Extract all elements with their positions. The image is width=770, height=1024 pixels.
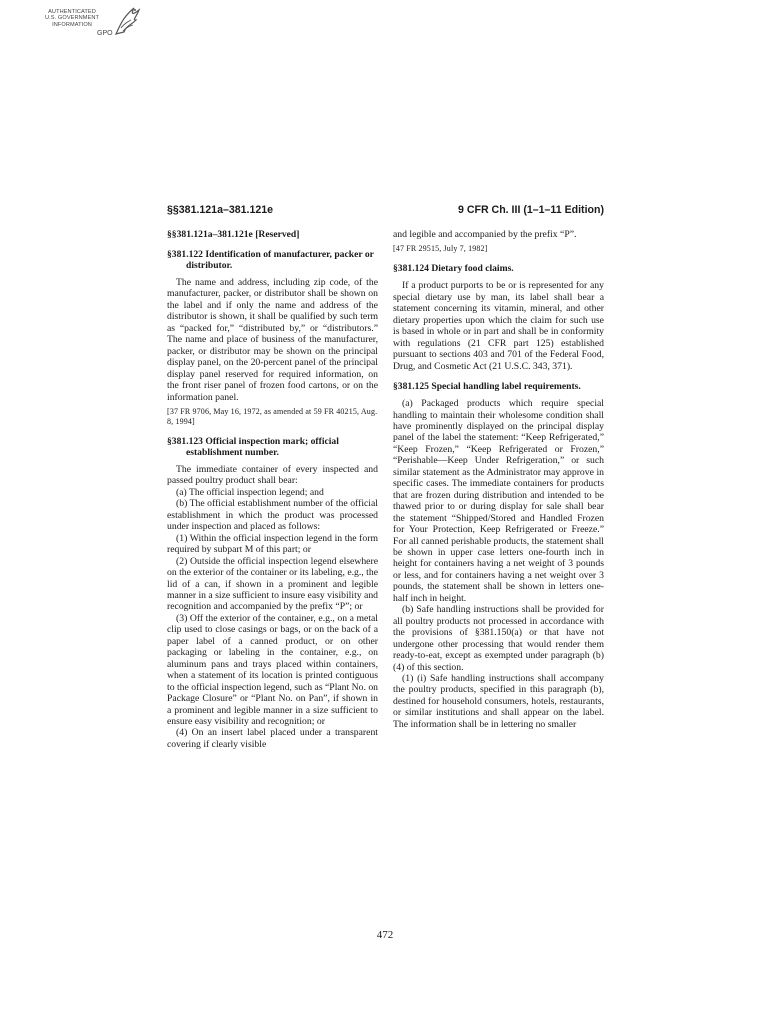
citation-381-123: [47 FR 29515, July 7, 1982] <box>393 244 488 254</box>
page-number: 472 <box>376 929 394 941</box>
seal-line-1: AUTHENTICATED <box>48 9 96 15</box>
running-head-section: §§381.121a–381.121e <box>167 204 274 216</box>
paragraph-381-123-b4-continued: and legible and accompanied by the prefix “P”. <box>393 229 577 240</box>
paragraph-381-123-b4: (4) On an insert label placed under a transparent covering if clearly visible <box>167 727 378 750</box>
seal-text <box>28 9 116 28</box>
section-heading-381-122: §381.122 Identification of manufacturer, packer or distributor. <box>167 249 374 271</box>
section-heading-381-125: §381.125 Special handling label requirements. <box>393 381 581 393</box>
section-heading-381-123: §381.123 Official inspection mark; official establishment number. <box>167 435 339 458</box>
running-head <box>167 204 604 218</box>
eagle-icon <box>112 4 142 38</box>
paragraph-381-123-b: (b) The official establishment number of the official establishment in which the product was processed under inspection and placed as follows: <box>167 498 378 533</box>
paragraph-381-123-b3: (3) Off the exterior of the container, e.g., on a metal clip used to close casings or bags, or on the back of a paper label of a canned product, or on other packaging or labeling in the container, e.g., on aluminum pans and trays placed within containers, when a statement of its location is printed contiguous to the official inspection legend, such as “Plant No. on Package Closure” or “Plant No. on Pan”, if shown in a prominent and legible manner in a size sufficient to ensure easy visibility and recognition; or <box>167 612 379 727</box>
section-text-381-122: The name and address, including zip code, of the manufacturer, packer, or distributor shall be shown on the label and if only the name and address of the distributor is shown, it shall be qualified by such term as “packed for,” “distributed by,” or “distributors.” The name and place of business of the manufacturer, packer, or distributor may be shown on the principal display panel, on the 20-percent panel of the principal display panel reserved for required information, on the front riser panel of frozen food cartons, or on the information panel. <box>167 277 378 403</box>
running-head-title: 9 CFR Ch. III (1–1–11 Edition) <box>458 204 604 216</box>
paragraph-381-125-b1i: (1) (i) Safe handling instructions shall accompany the poultry products, specified in this paragraph (b), destined for household consumers, hotels, restaurants, or similar institutions and shall appear on the label. The information shall be in lettering no smaller <box>393 672 604 730</box>
seal-line-2: U.S. GOVERNMENT <box>44 15 100 22</box>
section-heading-381-121a: §§381.121a–381.121e [Reserved] <box>167 229 300 240</box>
paragraph-381-123-b1: (1) Within the official inspection legend in the form required by subpart M of this part; or <box>167 532 378 556</box>
citation-381-122: [37 FR 9706, May 16, 1972, as amended at 59 FR 40215, Aug. 8, 1994] <box>167 406 378 426</box>
paragraph-381-123-b2: (2) Outside the official inspection legend elsewhere on the exterior of the container or its labeling, e.g., the lid of a can, if shown in a prominent and legible manner in a size sufficient to insure easy visibility and recognition and accompanied by the prefix “P”; or <box>167 555 379 613</box>
paragraph-381-125-a: (a) Packaged products which require special handling to maintain their wholesome condition shall have prominently displayed on the principal display panel of the label the statement: “Keep Refrigerated,” “Keep Frozen,” “Keep Refrigerated or Frozen,” “Perishable—Keep Under Refrigeration,” or such similar statement as the Administrator may approve in specific cases. The immediate containers for products that are frozen during distribution and intended to be thawed prior to or during display for sale shall bear the statement “Shipped/Stored and Handled Frozen for Your Protection, Keep Refrigerated or Freeze.” For all canned perishable products, the statement shall be shown in upper case letters one-fourth inch in height for containers having a net weight of 3 pounds or less, and for containers having a net weight over 3 pounds, the statement shall be shown in letters one-half inch in height. <box>393 398 604 604</box>
section-heading-381-124: §381.124 Dietary food claims. <box>393 263 514 275</box>
right-column <box>393 229 604 730</box>
paragraph-381-123-intro: The immediate container of every inspected and passed poultry product shall bear: <box>167 463 378 487</box>
seal-gpo-mark: GPO <box>97 30 113 37</box>
paragraph-381-123-a: (a) The official inspection legend; and <box>176 486 324 498</box>
gpo-authentication-seal <box>28 4 144 50</box>
section-text-381-124: If a product purports to be or is represented for any special dietary use by man, its label shall bear a statement concerning its vitamin, mineral, and other dietary properties upon which the claim for such use is based in whole or in part and shall be in conformity with regulations (21 CFR part 125) established pursuant to sections 403 and 701 of the Federal Food, Drug, and Cosmetic Act (21 U.S.C. 343, 371). <box>393 280 604 372</box>
seal-line-3: INFORMATION <box>52 21 92 28</box>
left-column <box>167 229 378 750</box>
paragraph-381-125-b: (b) Safe handling instructions shall be provided for all poultry products not processed in accordance with the provisions of §381.150(a) or that have not undergone other processing that would render them ready-to-eat, except as exempted under paragraph (b)(4) of this section. <box>393 604 604 673</box>
